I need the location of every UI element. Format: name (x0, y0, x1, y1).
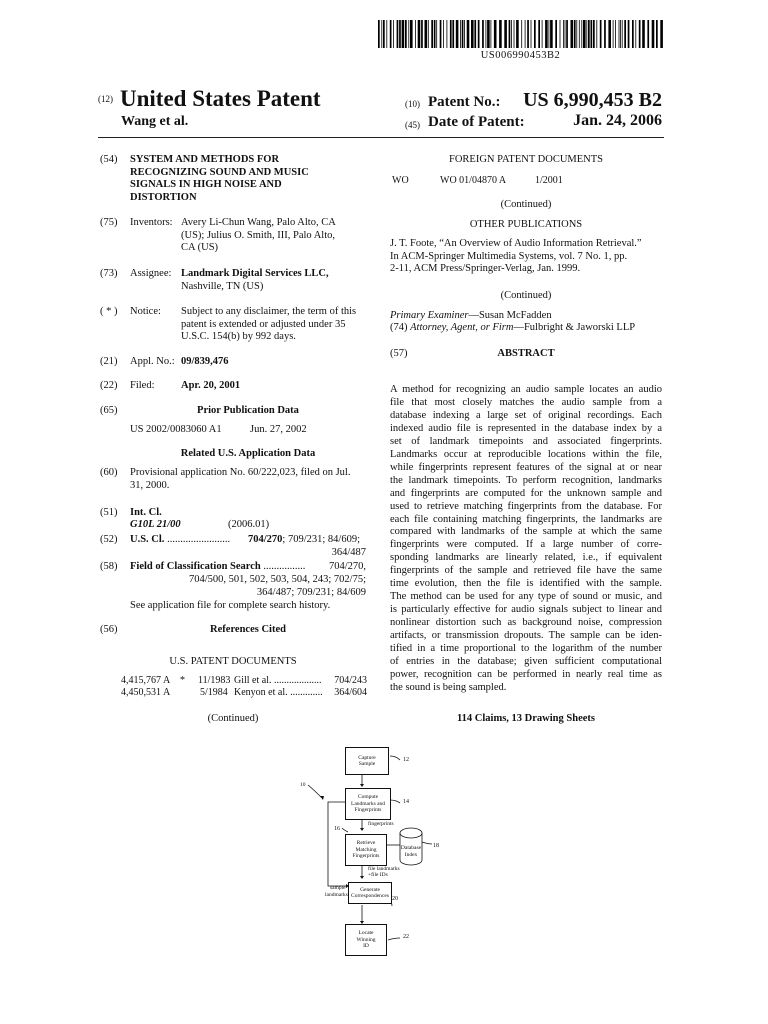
barcode-bar (560, 20, 561, 48)
int-cl-label: Int. Cl. (130, 507, 162, 518)
title-line: SYSTEM AND METHODS FOR (130, 154, 280, 165)
provisional-line: Provisional application No. 60/222,023, filed on Jul. (130, 467, 351, 478)
field-22-code: (22) (100, 380, 118, 391)
file-landmarks-label: file landmarks (368, 866, 400, 872)
inventor-line: (US); Julius O. Smith, III, Palo Alto, (181, 229, 336, 241)
patent-title: United States Patent (120, 86, 321, 111)
inventors-value (181, 217, 336, 255)
barcode-bar (431, 20, 433, 48)
other-publication (390, 238, 662, 276)
barcode-bar (410, 20, 413, 48)
barcode-bar (487, 20, 490, 48)
notice-code: ( * ) (100, 306, 118, 317)
abstract-line: fingerprints were computed. If a large number of corre- (390, 539, 662, 551)
barcode-bar (516, 20, 519, 48)
barcode-bar (402, 20, 405, 48)
foreign-number: WO 01/04870 A (440, 175, 507, 186)
title-line: SIGNALS IN HIGH NOISE AND (130, 179, 282, 190)
field-52-code: (52) (100, 534, 118, 545)
barcode-bar (415, 20, 416, 48)
us-cl-label: U.S. Cl. (130, 534, 165, 545)
inventor-line: CA (US) (181, 242, 219, 253)
barcode-bar (656, 20, 658, 48)
field-73-code: (73) (100, 268, 118, 279)
us-cl-rest: ; 709/231; 84/609; (282, 534, 361, 545)
box-text: Landmarks and (350, 800, 386, 807)
left-continued: (Continued) (207, 713, 259, 724)
barcode-bar (600, 20, 602, 48)
barcode-bar (538, 20, 540, 48)
code-12: (12) (98, 94, 113, 104)
barcode-bar (576, 20, 577, 48)
barcode-bar (499, 20, 502, 48)
barcode-bar (521, 20, 522, 48)
assignee-value (181, 268, 329, 293)
abstract-line: file that most closely matches the audio sample from a (390, 396, 662, 408)
barcode-bar (447, 20, 448, 48)
barcode-bar (647, 20, 649, 48)
abstract-line: set of landmark timepoints and associated fingerprints. (390, 435, 662, 447)
see-application: See application file for complete search history. (130, 600, 331, 611)
ref-name-line (234, 687, 323, 699)
search-label: Field of Classification Search (130, 561, 261, 572)
box-text: Fingerprints (354, 807, 382, 814)
ref-name: Gill et al. (234, 675, 272, 686)
box-text: Correspondences (351, 893, 389, 899)
barcode-bar (619, 20, 620, 48)
abstract-line: used to retrieve matching fingerprints from the database. For (390, 500, 662, 512)
barcode-bar (443, 20, 444, 48)
ref-12: 12 (403, 757, 409, 763)
abstract-line: A method for recognizing an audio sample locates an audio (390, 384, 662, 395)
ref-class: 704/243 (334, 675, 367, 686)
search-value-line: 364/487; 709/231; 84/609 (256, 586, 366, 598)
box-text: ID (363, 943, 369, 950)
appl-no-label: Appl. No.: (130, 356, 175, 367)
publication-line: In ACM-Springer Multimedia Systems, vol. 7 No. 1, pp. (390, 250, 628, 262)
primary-examiner (390, 310, 552, 323)
barcode-bar (405, 20, 407, 48)
notice-label: Notice: (130, 306, 161, 317)
capture-sample-box (345, 747, 389, 775)
fingerprints-label: fingerprints (368, 821, 394, 827)
box-text: Generate (360, 886, 380, 893)
barcode-bar (421, 20, 423, 48)
barcode-bar (381, 20, 382, 48)
sample-label: sample (330, 885, 346, 891)
notice-line: U.S.C. 154(b) by 992 days. (181, 331, 296, 342)
box-text: Retrieve (356, 840, 376, 847)
barcode-bar (408, 20, 409, 48)
abstract-line: the landmark timepoints. To perform recognition, landmarks (390, 474, 662, 486)
barcode-bar (615, 20, 616, 48)
abstract-line: the sound is being sampled. (390, 681, 507, 693)
attorney (390, 322, 635, 335)
search-line1-end: 704/270, (328, 561, 366, 572)
abstract-line: is particularly effective for audio signals subject to linear and (390, 604, 662, 616)
barcode-bar (418, 20, 421, 48)
barcode-bar (452, 20, 454, 48)
abstract-line: artifacts, or transmission dropouts. The sample can be iden- (390, 630, 662, 642)
prior-publication-title: Prior Publication Data (197, 405, 299, 416)
appl-no-value: 09/839,476 (181, 356, 229, 367)
barcode-bar (527, 20, 529, 48)
barcode-bar (581, 20, 582, 48)
field-21-code: (21) (100, 356, 118, 367)
prior-publication-number: US 2002/0083060 A1 (130, 424, 222, 435)
barcode-bar (613, 20, 614, 48)
barcode-bar (622, 20, 623, 48)
references-title: References Cited (210, 624, 286, 635)
provisional-value (130, 467, 350, 492)
ref-18: 18 (433, 843, 439, 849)
patent-no-label: Patent No.: (428, 94, 501, 110)
search-value-line: 704/500, 501, 502, 503, 504, 243; 702/75; (188, 574, 366, 585)
barcode-bar (531, 20, 532, 48)
leader-dots: ........................ (164, 534, 231, 545)
barcode-bar (620, 20, 621, 48)
barcode-bar (596, 20, 597, 48)
field-54-code: (54) (100, 154, 118, 165)
ref-number: 4,415,767 A (121, 675, 171, 686)
barcode-bar (624, 20, 626, 48)
notice-line: patent is extended or adjusted under 35 (181, 318, 346, 330)
abstract-line: power, recognition can be performed in nearly real time as (390, 668, 662, 680)
abstract-line: sponding landmarks are linearly related, i.e., if equivalent (390, 552, 662, 564)
barcode-bar (478, 20, 480, 48)
barcode-bar (550, 20, 553, 48)
barcode-bar (583, 20, 586, 48)
barcode-bar (428, 20, 429, 48)
us-cl-primary: 704/270 (248, 534, 283, 545)
barcode-number: US006990453B2 (480, 50, 561, 61)
barcode-bar (574, 20, 576, 48)
barcode-bar (635, 20, 636, 48)
barcode-bar (608, 20, 611, 48)
attorney-code: (74) (390, 322, 408, 333)
other-publications-title: OTHER PUBLICATIONS (469, 219, 583, 230)
filed-label: Filed: (130, 380, 155, 391)
barcode-bar (474, 20, 476, 48)
barcode-bar (511, 20, 512, 48)
barcode-bar (534, 20, 536, 48)
us-docs-table (121, 675, 371, 699)
date-of-patent-label: Date of Patent: (428, 114, 525, 130)
abstract-line: nonlinear distortion such as background noise, compression (390, 617, 662, 629)
barcode-bar (491, 20, 492, 48)
code-10: (10) (405, 99, 420, 109)
abstract-line: each file containing matching fingerprints, the landmarks are (390, 513, 662, 525)
barcode-bar (397, 20, 399, 48)
barcode-bar (390, 20, 392, 48)
barcode-bar (471, 20, 474, 48)
ref-20: 20 (392, 896, 398, 902)
barcode-bar (525, 20, 526, 48)
box-text: Sample (358, 761, 376, 767)
foreign-country: WO (392, 175, 409, 186)
assignee-label: Assignee: (130, 268, 172, 279)
barcode-bar (632, 20, 634, 48)
barcode-bar (467, 20, 470, 48)
leader-dots: ................ (260, 561, 306, 572)
barcode-bar (660, 20, 663, 48)
barcode-bar (588, 20, 590, 48)
ref-date: 11/1983 (198, 675, 231, 686)
box-text: Compute (357, 794, 379, 801)
abstract-line: time evolution, then the file is identified with the sample. (390, 578, 662, 590)
abstract-line: fingerprints of the sample and retrieved file have the same (390, 565, 662, 577)
search-values (130, 574, 366, 599)
notice-value (181, 306, 356, 344)
header-divider (98, 137, 664, 138)
prior-publication-date: Jun. 27, 2002 (250, 424, 307, 435)
ref-name-line (234, 675, 322, 687)
barcode-bar (393, 20, 394, 48)
int-cl-class: G10L 21/00 (130, 519, 181, 530)
box-text: Fingerprints (352, 853, 380, 860)
barcode-bar (509, 20, 511, 48)
abstract-line: database indexing a large set of original recordings. Each (390, 409, 662, 421)
compute-landmarks-box (345, 788, 391, 820)
claims-summary: 114 Claims, 13 Drawing Sheets (457, 713, 595, 724)
abstract-line: Landmarks occur at reproducible locations within the file, (390, 448, 662, 460)
abstract-line: indexed audio file is represented in the database index by a (390, 422, 662, 434)
db-text: Database (400, 845, 422, 851)
barcode-bar (555, 20, 557, 48)
barcode-bar (593, 20, 595, 48)
barcode-bar (579, 20, 580, 48)
barcode-bar (450, 20, 452, 48)
barcode-bar (652, 20, 655, 48)
examiner-label: Primary Examiner (390, 310, 469, 321)
int-cl-date: (2006.01) (228, 519, 270, 530)
barcode-bar (628, 20, 630, 48)
examiner-value: —Susan McFadden (468, 310, 552, 321)
box-text: Capture (358, 754, 376, 761)
barcode-bar (571, 20, 574, 48)
publication-line: J. T. Foote, “An Overview of Audio Information Retrieval.” (390, 238, 642, 249)
barcode-bar (436, 20, 437, 48)
locate-winning-id-box (345, 924, 387, 956)
generate-correspondences-box (348, 882, 392, 904)
barcode-bar (378, 20, 380, 48)
barcode-bar (399, 20, 401, 48)
barcode-bar (566, 20, 568, 48)
foreign-docs-title: FOREIGN PATENT DOCUMENTS (448, 154, 604, 165)
patent-number: US 6,990,453 B2 (523, 89, 662, 111)
abstract-code: (57) (390, 348, 408, 359)
barcode-bar (563, 20, 564, 48)
barcode-bar (542, 20, 543, 48)
leader-dots: ................... (271, 675, 322, 686)
landmarks-label: landmarks (325, 892, 348, 898)
ref-star: * (180, 675, 185, 686)
barcode-bar (639, 20, 641, 48)
barcode-bar (440, 20, 442, 48)
assignee-line: Nashville, TN (US) (181, 280, 264, 292)
barcode-bar (604, 20, 606, 48)
attorney-value: —Fulbright & Jaworski LLP (513, 322, 636, 333)
abstract-line: and fingerprints are computed for the unknown sample and (390, 487, 662, 499)
abstract-title: ABSTRACT (497, 348, 555, 359)
ref-14: 14 (403, 799, 409, 805)
barcode-bar (514, 20, 515, 48)
code-45: (45) (405, 120, 420, 130)
inventors-short: Wang et al. (121, 114, 189, 129)
barcode-bar (425, 20, 428, 48)
barcode-bar (591, 20, 593, 48)
us-cl-line (130, 534, 230, 547)
field-58-code: (58) (100, 561, 118, 572)
ref-16: 16 (334, 826, 340, 832)
retrieve-fingerprints-box (345, 834, 387, 866)
barcode-bar (456, 20, 459, 48)
provisional-line: 31, 2000. (130, 479, 170, 491)
related-data-title: Related U.S. Application Data (180, 448, 316, 459)
field-51-code: (51) (100, 507, 118, 518)
field-60-code: (60) (100, 467, 118, 478)
ref-22: 22 (403, 934, 409, 940)
file-ids-label: +file IDs (368, 872, 388, 878)
barcode-bar (494, 20, 497, 48)
right-continued-1: (Continued) (500, 199, 552, 210)
barcode-bar (642, 20, 645, 48)
abstract-line: while fingerprints represent features of the signal at or near (390, 461, 662, 473)
barcode-bar (434, 20, 436, 48)
box-text: Winning (356, 936, 376, 943)
inventors-label: Inventors: (130, 217, 173, 228)
database-label (398, 845, 424, 858)
attorney-label: Attorney, Agent, or Firm (410, 322, 514, 333)
barcode-bar (462, 20, 464, 48)
title-line: DISTORTION (130, 191, 197, 203)
field-75-code: (75) (100, 217, 118, 228)
us-docs-title: U.S. PATENT DOCUMENTS (169, 656, 297, 667)
barcode-bar (545, 20, 548, 48)
us-cl-value (248, 534, 360, 547)
barcode-bar (464, 20, 465, 48)
barcode-image (378, 20, 663, 48)
leader-dots: ............. (287, 687, 323, 698)
db-text: Index (404, 851, 418, 858)
abstract-line: compared with landmarks of the sample at which the same (390, 526, 662, 538)
ref-number: 4,450,531 A (121, 687, 171, 698)
barcode-bar (486, 20, 487, 48)
table-row (121, 687, 371, 699)
publication-line: 2-11, ACM Press/Springer-Verlag, Jan. 1999. (390, 263, 581, 274)
barcode-bar (504, 20, 507, 48)
barcode-bar (565, 20, 566, 48)
ref-name: Kenyon et al. (234, 687, 288, 698)
right-continued-2: (Continued) (500, 290, 552, 301)
abstract-line: of entries in the database; given sufficient computational (390, 656, 662, 668)
box-text: Matching (355, 846, 377, 853)
box-text: Locate (358, 930, 374, 937)
abstract-line: tified in a time proportional to the logarithm of the number (390, 643, 662, 655)
ref-10: 10 (300, 782, 306, 788)
abstract-line: The method can be used for any type of sound or music, and (390, 591, 662, 603)
field-56-code: (56) (100, 624, 118, 635)
barcode-bar (383, 20, 385, 48)
ref-date: 5/1984 (200, 687, 228, 698)
date-of-patent: Jan. 24, 2006 (573, 112, 662, 129)
field-54-title (130, 154, 309, 204)
foreign-date: 1/2001 (535, 175, 563, 186)
filed-value: Apr. 20, 2001 (181, 380, 241, 391)
notice-line: Subject to any disclaimer, the term of this (181, 306, 357, 317)
field-65-code: (65) (100, 405, 118, 416)
search-line (130, 561, 305, 574)
barcode-bar (460, 20, 461, 48)
title-line: RECOGNIZING SOUND AND MUSIC (130, 166, 309, 178)
inventor-line: Avery Li-Chun Wang, Palo Alto, CA (181, 217, 336, 228)
table-row (121, 675, 371, 687)
barcode-bar (586, 20, 587, 48)
us-cl-line2: 364/487 (331, 547, 366, 558)
barcode-bar (386, 20, 387, 48)
abstract-body (390, 384, 662, 695)
assignee-line: Landmark Digital Services LLC, (181, 268, 329, 279)
barcode-bar (549, 20, 550, 48)
barcode-bar (482, 20, 484, 48)
ref-class: 364/604 (334, 687, 367, 698)
